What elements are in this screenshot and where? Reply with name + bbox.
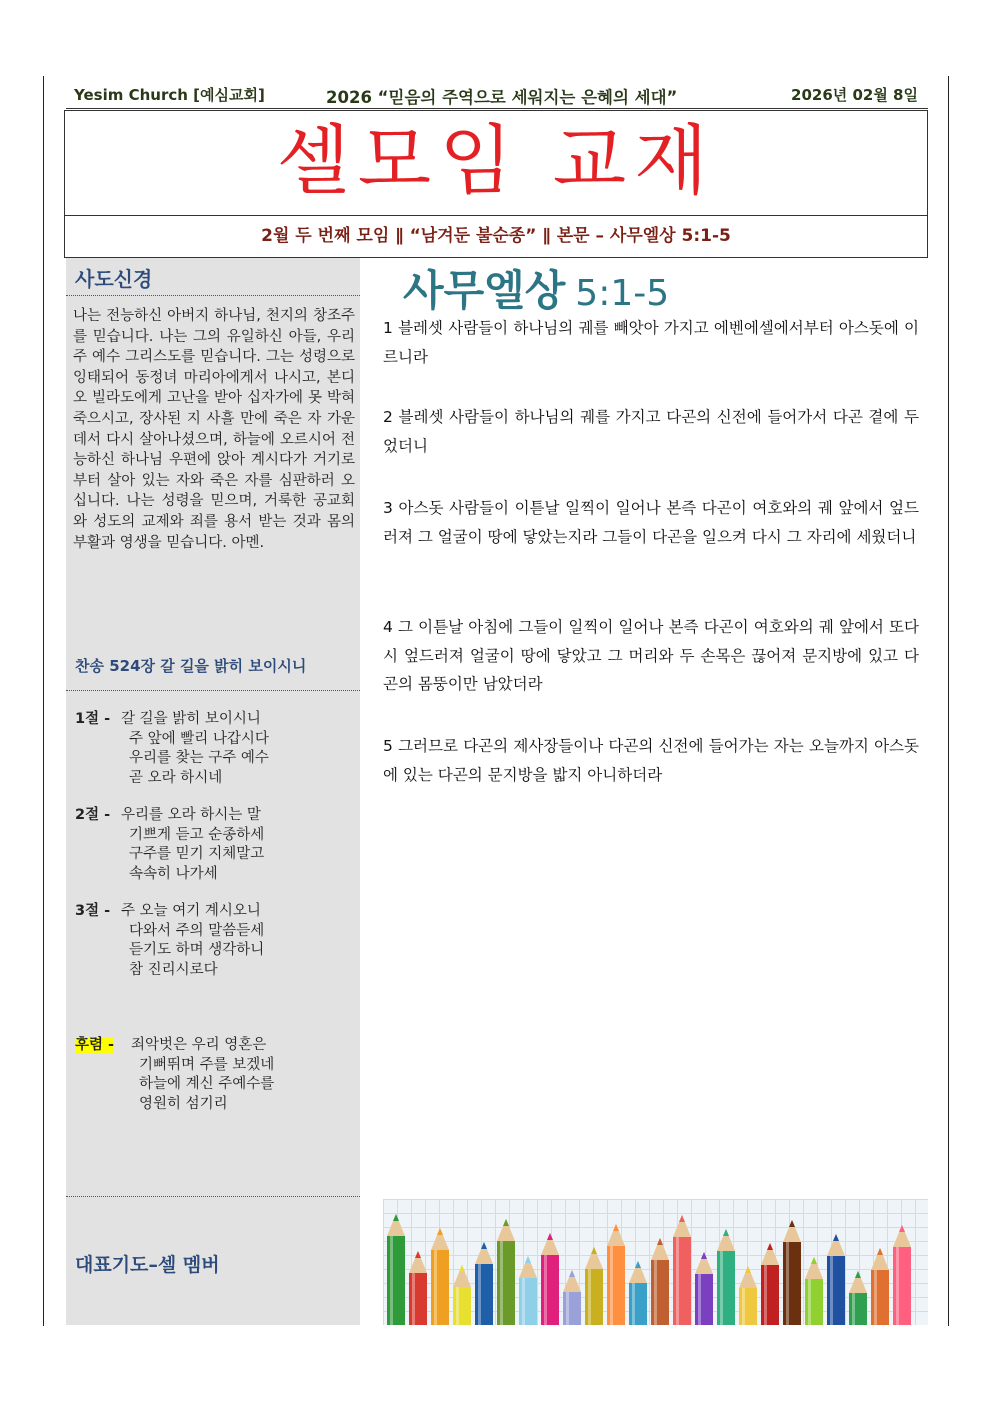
header-bar [66, 82, 928, 109]
divider [66, 1196, 360, 1197]
scripture-book: 사무엘상 [403, 266, 566, 315]
chorus-line: 영원히 섬기리 [139, 1095, 228, 1112]
verse-line: 다와서 주의 말씀듣세 [129, 922, 265, 939]
verse-line: 우리를 찾는 구주 예수 [129, 750, 269, 766]
pencil-highlight [566, 1292, 569, 1325]
scripture-verse: 5 그러므로 다곤의 제사장들이나 다곤의 신전에 들어가는 자는 오늘까지 아스돗에 있는 다곤의 문지방을 밟지 아니하더라 [383, 737, 919, 784]
pencil-body [475, 1264, 493, 1325]
pencil-lead [613, 1224, 619, 1231]
verse-line: 곧 오라 하시네 [129, 769, 223, 786]
pencil-lead [877, 1248, 883, 1255]
pencil-highlight [654, 1260, 657, 1325]
pencil-lead [767, 1243, 773, 1250]
pencil-body [717, 1251, 735, 1325]
apostles-creed-text: 나는 전능하신 아버지 하나님, 천지의 창조주를 믿습니다. 나는 그의 유일하신 아들, 우리 주 예수 그리스도를 믿습니다. 그는 성령으로 잉태되어 동정녀 마리아에게서 나시고, 본디오 빌라도에게 고난을 받아 십자가에 못 박혀 죽으시고, 장사된 지 사흘 만에 죽은 자 가운데서 다시 살아나셨으며, 하늘에 오르시어 전능하신 하나님 우편에 앉아 계시다가 거기로부터 살아 있는 자와 죽은 자를 심판하러 오십니다. 나는 성령을 믿으며, 거룩한 공교회와 성도의 교제와 죄를 용서 받는 것과 몸의 부활과 영생을 믿습니다. 아멘. [73, 308, 355, 551]
pencil-lead [591, 1247, 597, 1254]
pencil-highlight [500, 1241, 503, 1325]
verse-line: 주 앞에 빨리 나갑시다 [129, 730, 269, 747]
meeting-subtitle: 2월 두 번째 모임 ∥ “남겨둔 불순종” ∥ 본문 – 사무엘상 5:1-5 [261, 226, 731, 246]
chorus-line: 기뻐뛰며 주를 보겠네 [139, 1056, 275, 1073]
pencil-lead [899, 1225, 905, 1232]
pencil-highlight [830, 1256, 833, 1325]
pencil-lead [525, 1256, 531, 1263]
pencil-lead [503, 1219, 509, 1226]
chorus-line: 죄악벗은 우리 영혼은 [131, 1037, 267, 1053]
pencil-body [453, 1287, 471, 1325]
divider [66, 690, 360, 691]
verse-line: 갈 길을 밝히 보이시니 [121, 711, 261, 727]
pencil-lead [745, 1266, 751, 1273]
scripture-reference: 5:1-5 [575, 273, 670, 314]
pencil-lead [393, 1214, 399, 1221]
pencil-lead [701, 1252, 707, 1259]
pencil-lead [855, 1271, 861, 1278]
verse-label: 3절 - [75, 903, 111, 919]
verse-label: 2절 - [75, 807, 111, 823]
year-motto: 2026 “믿음의 주역으로 세워지는 은혜의 세대” [326, 88, 678, 107]
pencil-body [563, 1292, 581, 1325]
pencil-lead [833, 1234, 839, 1241]
pencil-highlight [544, 1255, 547, 1325]
pencil-highlight [698, 1274, 701, 1325]
pencil-highlight [808, 1279, 811, 1325]
page-border-left [43, 76, 44, 1326]
pencil-body [409, 1273, 427, 1325]
page-title: 셀모임 교재 [276, 116, 716, 205]
representative-prayer: 대표기도–셀 멤버 [75, 1254, 220, 1276]
pencil-body [629, 1283, 647, 1325]
pencil-body [849, 1293, 867, 1325]
scripture-verse: 3 아스돗 사람들이 이튿날 일찍이 일어나 본즉 다곤이 여호와의 궤 앞에서 엎드러져 그 얼굴이 땅에 닿았는지라 그들이 다곤을 일으켜 다시 그 자리에 세웠더니 [383, 499, 919, 546]
pencil-body [695, 1274, 713, 1325]
church-name: Yesim Church [예심교회] [74, 86, 265, 104]
pencil-highlight [720, 1251, 723, 1325]
colored-pencils-illustration [383, 1199, 928, 1325]
hymn-verse [75, 710, 269, 786]
scripture-verse: 1 블레셋 사람들이 하나님의 궤를 빼앗아 가지고 에벤에셀에서부터 아스돗에 이르니라 [383, 319, 919, 366]
hymn-verse [75, 902, 265, 978]
pencil-body [541, 1255, 559, 1325]
pencil-body [519, 1278, 537, 1325]
chorus-label: 후렴 - [75, 1037, 115, 1053]
pencil-lead [415, 1251, 421, 1258]
pencil-body [761, 1265, 779, 1325]
pencil-body [739, 1288, 757, 1325]
pencil-highlight [390, 1236, 393, 1325]
pencil-highlight [456, 1287, 459, 1325]
pencil-body [893, 1247, 911, 1325]
pencil-highlight [412, 1273, 415, 1325]
pencil-lead [635, 1261, 641, 1268]
pencil-lead [811, 1257, 817, 1264]
subtitle-box [64, 215, 928, 258]
pencil-lead [437, 1228, 443, 1235]
pencil-lead [723, 1229, 729, 1236]
pencil-highlight [632, 1283, 635, 1325]
verse-line: 기쁘게 듣고 순종하세 [129, 826, 265, 843]
title-box [64, 110, 928, 216]
pencil-body [783, 1242, 801, 1325]
pencil-highlight [786, 1242, 789, 1325]
pencil-body [387, 1236, 405, 1325]
pencil-body [497, 1241, 515, 1325]
pencil-lead [547, 1233, 553, 1240]
pencil-lead [459, 1265, 465, 1272]
left-sidebar [66, 258, 360, 1325]
pencil-body [607, 1246, 625, 1325]
scripture-title [403, 258, 669, 318]
pencil-highlight [610, 1246, 613, 1325]
pencil-body [651, 1260, 669, 1325]
pencil-highlight [434, 1250, 437, 1325]
pencils-svg [383, 1199, 928, 1325]
pencil-highlight [742, 1288, 745, 1325]
scripture-verse: 2 블레셋 사람들이 하나님의 궤를 가지고 다곤의 신전에 들어가서 다곤 곁에 두었더니 [383, 408, 919, 455]
pencil-highlight [676, 1237, 679, 1325]
pencil-body [871, 1270, 889, 1325]
pencil-highlight [874, 1270, 877, 1325]
hymn-verse [75, 806, 265, 882]
pencil-lead [679, 1215, 685, 1222]
verse-line: 듣기도 하며 생각하니 [129, 942, 265, 958]
pencil-highlight [896, 1247, 899, 1325]
pencil-lead [481, 1242, 487, 1249]
pencil-lead [789, 1220, 795, 1227]
pencil-lead [569, 1270, 575, 1277]
pencil-highlight [852, 1293, 855, 1325]
pencil-body [673, 1237, 691, 1325]
pencil-lead [657, 1238, 663, 1245]
pencil-body [805, 1279, 823, 1325]
verse-line: 구주를 믿기 지체말고 [129, 846, 265, 862]
verse-line: 우리를 오라 하시는 말 [121, 807, 261, 823]
pencil-highlight [588, 1269, 591, 1325]
hymn-title: 찬송 524장 갈 길을 밝히 보이시니 [75, 657, 307, 675]
pencil-body [585, 1269, 603, 1325]
page-border-right [948, 76, 949, 1326]
scripture-verse: 4 그 이튿날 아침에 그들이 일찍이 일어나 본즉 다곤이 여호와의 궤 앞에서 또다시 엎드러져 얼굴이 땅에 닿았고 그 머리와 두 손목은 끊어져 문지방에 있고 다곤의 몸뚱이만 남았더라 [383, 618, 919, 693]
verse-line: 주 오늘 여기 계시오니 [121, 903, 261, 919]
verse-label: 1절 - [75, 711, 111, 727]
divider [66, 295, 360, 296]
hymn-chorus [75, 1036, 275, 1112]
issue-date: 2026년 02월 8일 [791, 86, 918, 104]
pencil-body [827, 1256, 845, 1325]
pencil-body [431, 1250, 449, 1325]
verse-line: 속속히 나가세 [129, 865, 218, 882]
creed-heading: 사도신경 [75, 267, 153, 291]
chorus-line: 하늘에 계신 주예수를 [139, 1076, 275, 1092]
pencil-highlight [478, 1264, 481, 1325]
pencil-highlight [522, 1278, 525, 1325]
pencil-highlight [764, 1265, 767, 1325]
verse-line: 참 진리시로다 [129, 961, 218, 978]
